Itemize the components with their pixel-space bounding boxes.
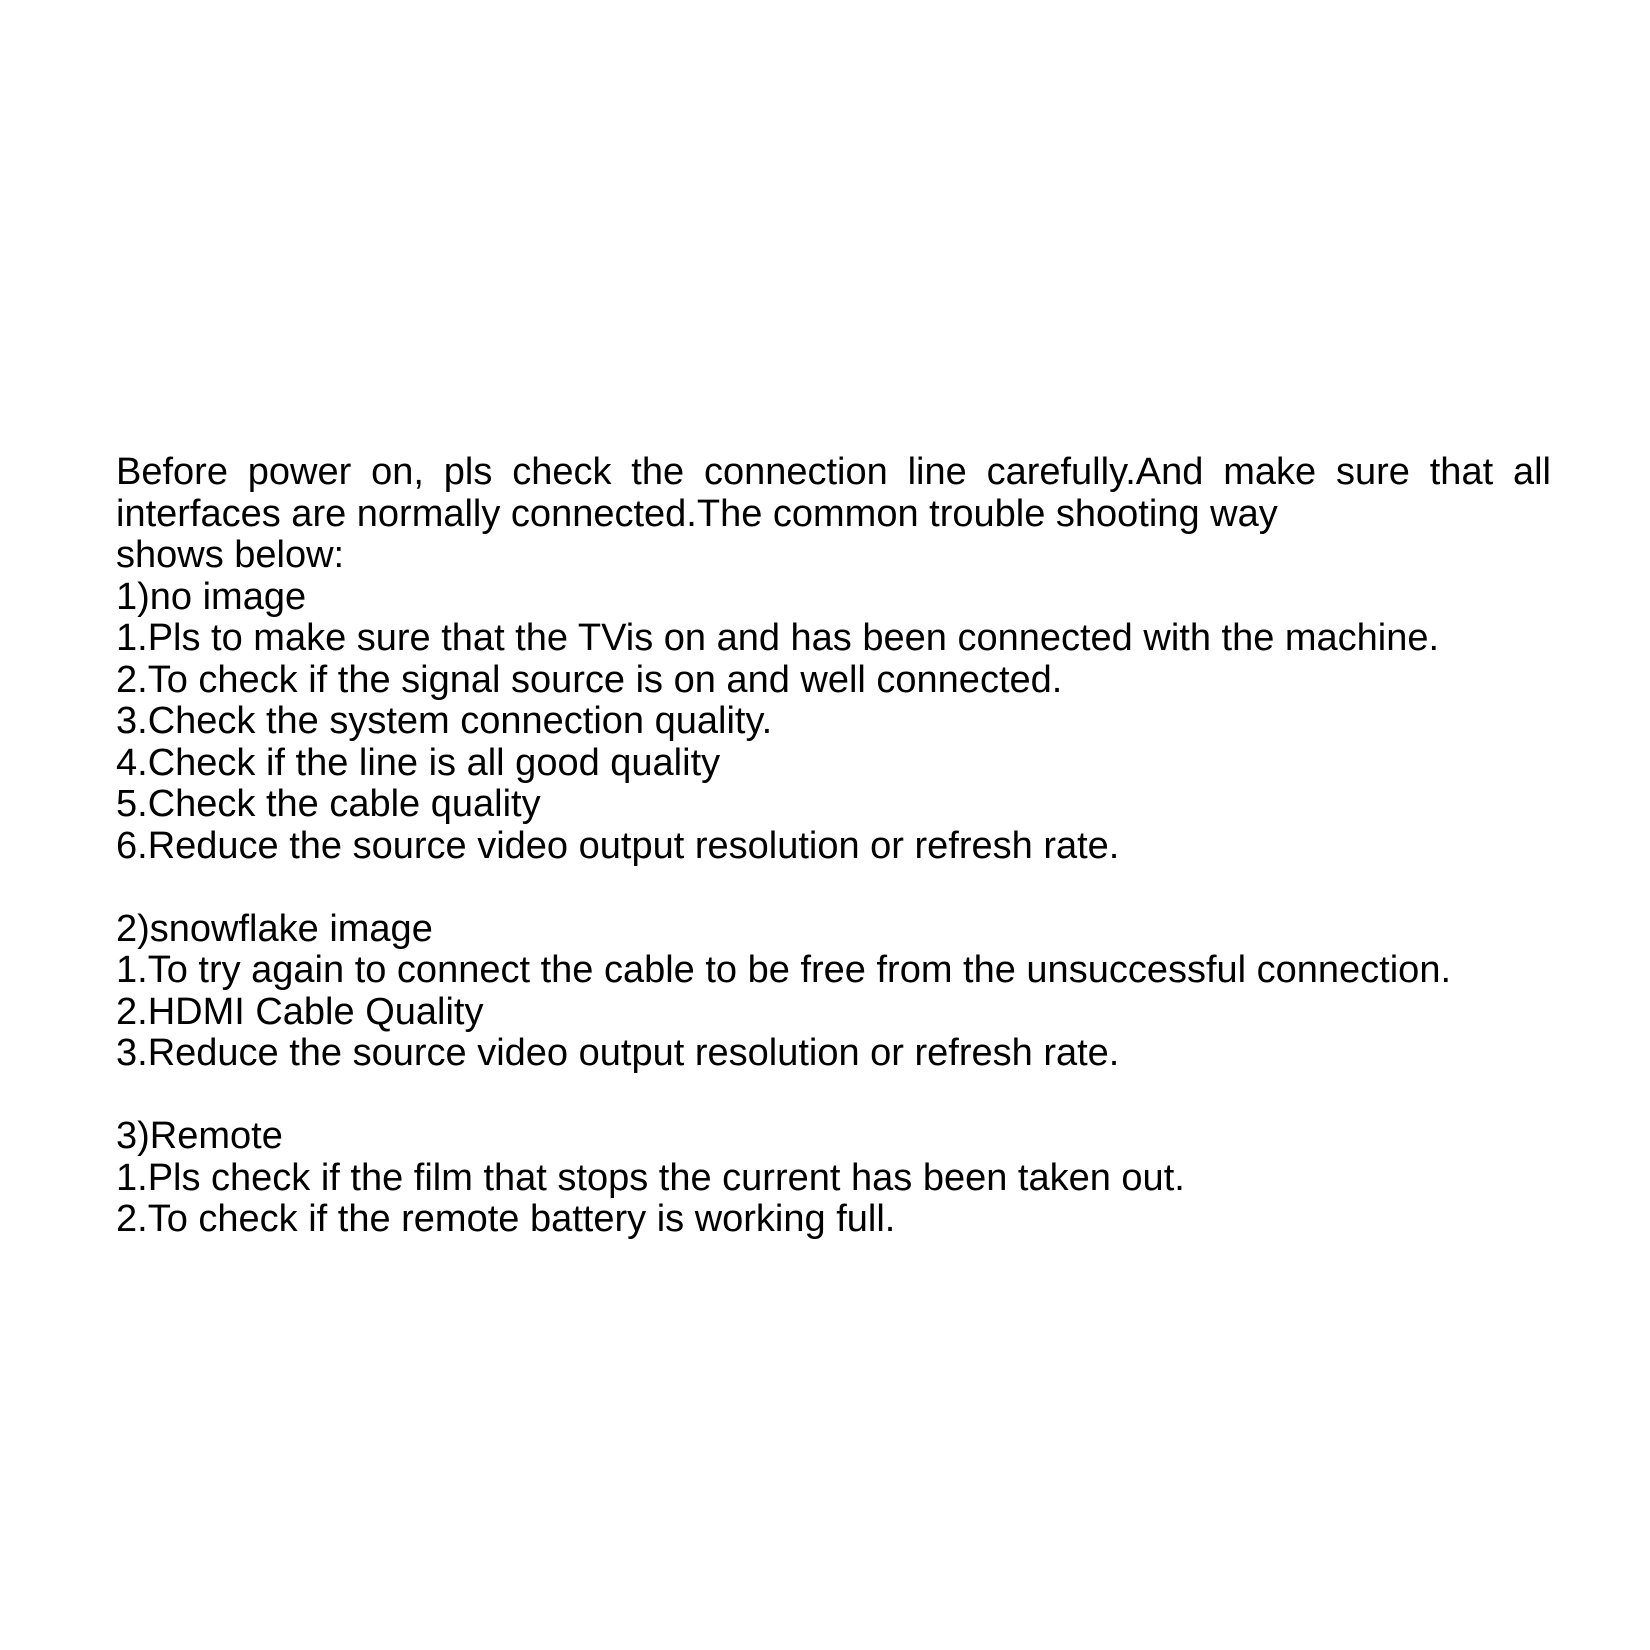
list-item: 4.Check if the line is all good quality (116, 741, 721, 784)
intro-line-1: Before power on, pls check the connection line carefully.And make sure that all (116, 451, 1551, 493)
section-spacer (116, 867, 1576, 909)
list-item: 3.Reduce the source video output resolution or refresh rate. (116, 1032, 1120, 1074)
intro-line-3: shows below: (116, 534, 345, 576)
intro-line-2: interfaces are normally connected.The common trouble shooting way (116, 492, 1278, 535)
troubleshooting-document (116, 452, 1576, 1241)
list-item: 2.To check if the signal source is on and well connected. (116, 658, 1063, 701)
list-item: 2.To check if the remote battery is working full. (116, 1198, 896, 1240)
section-heading: 2)snowflake image (116, 907, 433, 950)
section-remote (116, 1116, 1576, 1241)
section-heading: 1)no image (116, 575, 307, 618)
section-heading: 3)Remote (116, 1115, 283, 1157)
list-item: 6.Reduce the source video output resolution or refresh rate. (116, 824, 1120, 867)
section-snowflake-image (116, 909, 1576, 1075)
list-item: 2.HDMI Cable Quality (116, 990, 484, 1033)
list-item: 5.Check the cable quality (116, 783, 541, 825)
list-item: 1.Pls check if the film that stops the current has been taken out. (116, 1156, 1185, 1199)
section-spacer (116, 1075, 1576, 1117)
list-item: 3.Check the system connection quality. (116, 700, 773, 742)
section-no-image (116, 577, 1576, 868)
list-item: 1.To try again to connect the cable to be free from the unsuccessful connection. (116, 949, 1452, 991)
list-item: 1.Pls to make sure that the TVis on and has been connected with the machine. (116, 617, 1440, 659)
